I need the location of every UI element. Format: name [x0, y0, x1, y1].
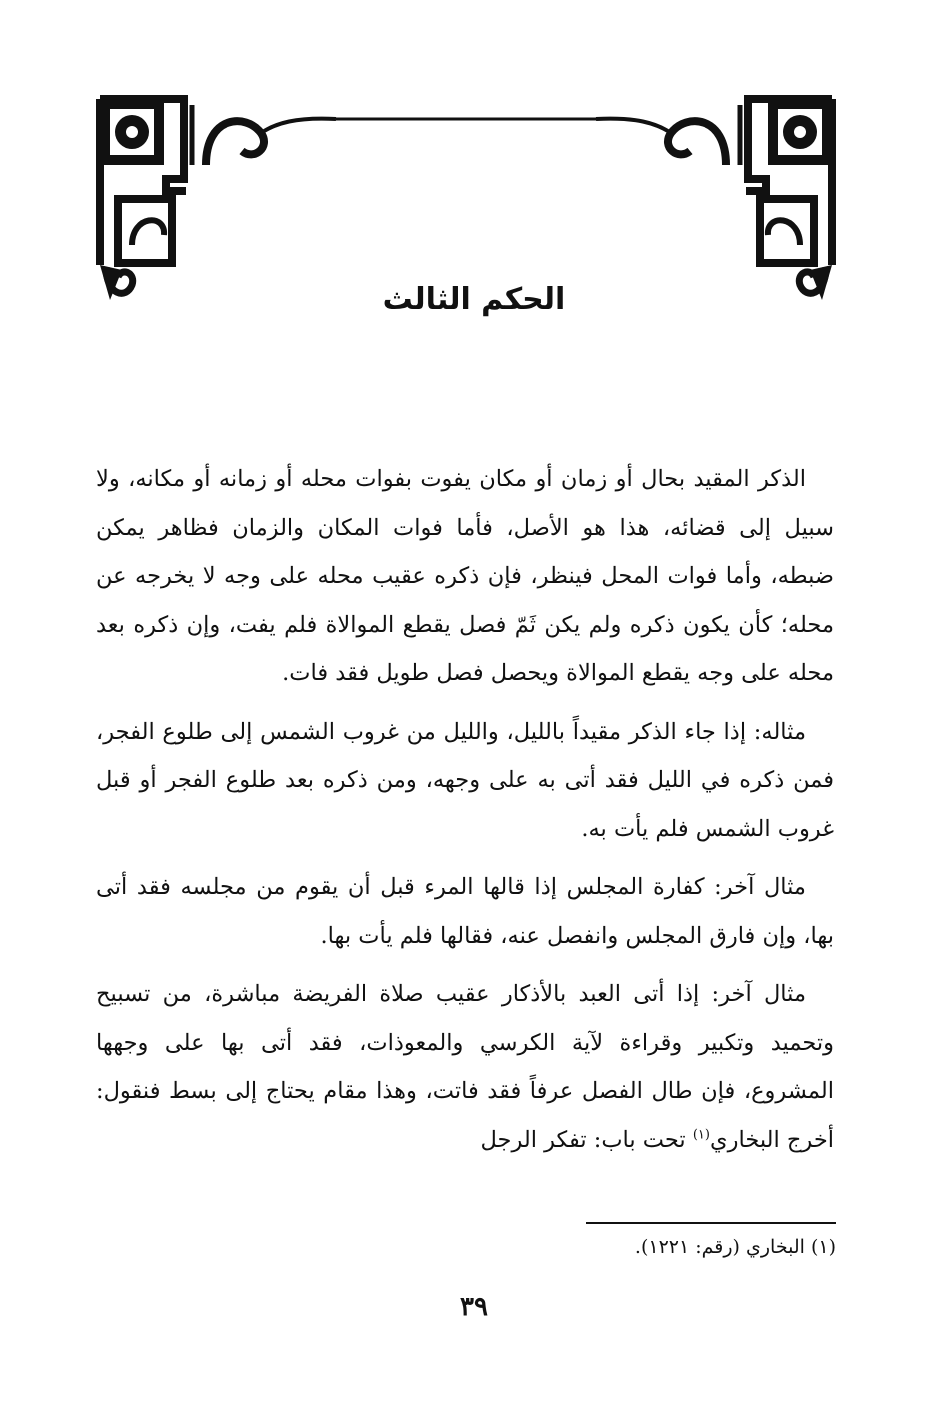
footnote-reference: (١) [692, 1127, 710, 1142]
paragraph: الذكر المقيد بحال أو زمان أو مكان يفوت بفوات محله أو زمانه أو مكانه، ولا سبيل إلى قضائه، هذا هو الأصل، فأما فوات المكان والزمان فظاهر يمكن ضبطه، وأما فوات المحل فينظر، فإن ذكره عقيب محله على وجه لا يخرجه عن محله؛ كأن يكون ذكره ولم يكن ثَمّ فصل يقطع الموالاة فلم يفت، وإن ذكره بعد محله على وجه يقطع الموالاة ويحصل فصل طويل فقد فات. [96, 466, 834, 686]
page-number: ٣٩ [460, 1292, 488, 1322]
footnote-divider [586, 1222, 836, 1224]
paragraph [96, 970, 834, 1164]
paragraph-text: مثال آخر: إذا أتى العبد بالأذكار عقيب صلاة الفريضة مباشرة، من تسبيح وتحميد وتكبير وقراءة لآية الكرسي والمعوذات، فقد أتى بها على وجهها المشروع، فإن طال الفصل عرفاً فقد فاتت، وهذا مقام يحتاج إلى بسط فنقول: أخرج البخاري [96, 981, 834, 1153]
header-ornament [96, 95, 836, 310]
body-text [96, 455, 834, 1174]
paragraph: مثال آخر: كفارة المجلس إذا قالها المرء قبل أن يقوم من مجلسه فقد أتى بها، وإن فارق المجلس وانفصل عنه، فقالها فلم يأت بها. [96, 874, 834, 949]
paragraph-text-continued: تحت باب: تفكر الرجل [480, 1126, 693, 1153]
footnote: (١) البخاري (رقم: ١٢٢١). [634, 1236, 836, 1258]
paragraph: مثاله: إذا جاء الذكر مقيداً بالليل، والليل من غروب الشمس إلى طلوع الفجر، فمن ذكره في الليل فقد أتى به على وجهه، ومن ذكره بعد طلوع الفجر أو قبل غروب الشمس فلم يأت به. [96, 718, 834, 842]
page-title: الحكم الثالث [382, 282, 566, 317]
